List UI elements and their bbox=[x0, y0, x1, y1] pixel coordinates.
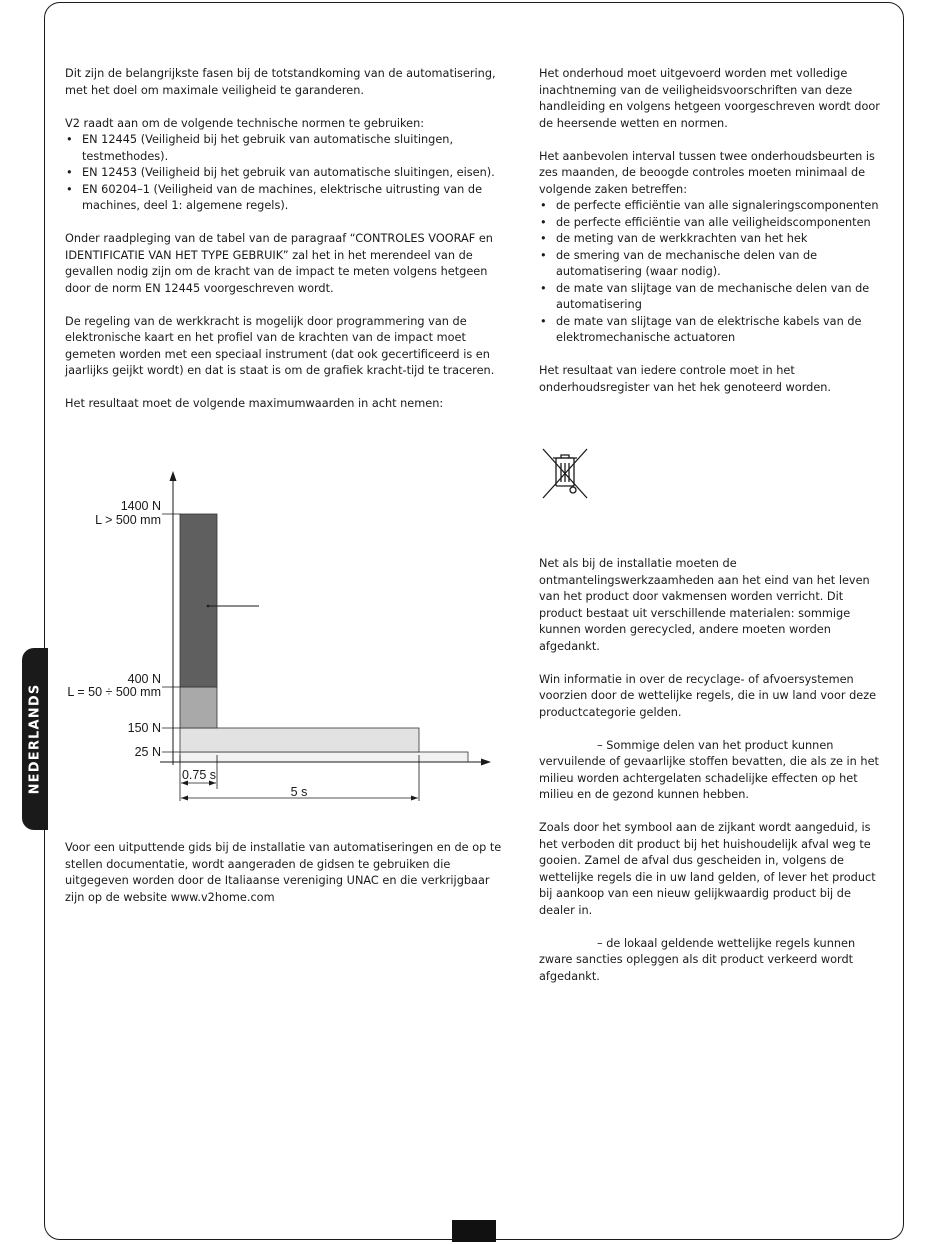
chart-regions bbox=[180, 514, 468, 762]
controles-paragraph: Onder raadpleging van de tabel van de paragraaf “CONTROLES VOORAF en IDENTIFICATIE VAN HET TYPE GEBRUIK” zal het in het merendeel van de gevallen nodig zijn om de kracht van de impact te meten volgens hetgeen door de norm EN 12445 voorgeschreven wordt. bbox=[65, 232, 493, 295]
interval-paragraph: Het aanbevolen interval tussen twee onderhoudsbeurten is zes maanden, de beoogde controles moeten minimaal de volgende zaken betreffen: bbox=[539, 149, 875, 196]
list-item: • EN 60204–1 (Veiligheid van de machines, elektrische uitrusting van de machines, deel 1: algemene regels). bbox=[65, 182, 505, 215]
norms-list bbox=[65, 132, 505, 215]
language-tab-label: NEDERLANDS bbox=[27, 683, 43, 795]
y-tick-label: 400 N bbox=[127, 672, 161, 686]
list-item: • de mate van slijtage van de elektrische kabels van de elektromechanische actuatoren bbox=[539, 314, 889, 347]
resultaat-paragraph: Het resultaat moet de volgende maximumwaarden in acht nemen: bbox=[65, 397, 444, 410]
ontmanteling-paragraph: Net als bij de installatie moeten de ontmantelingswerkzaamheden aan het eind van het leven van het product door vakmensen worden verricht. Dit product bestaat uit verschillende materialen: sommige kunnen worden gerecycled, andere moeten worden afgedankt. bbox=[539, 557, 870, 653]
region-baseline bbox=[180, 752, 468, 762]
left-column bbox=[65, 66, 505, 429]
list-item: • de meting van de werkkrachten van het hek bbox=[539, 231, 889, 248]
force-time-chart bbox=[60, 465, 510, 810]
region-150n bbox=[180, 728, 419, 752]
list-item: • EN 12453 (Veiligheid bij het gebruik van automatische sluitingen, eisen). bbox=[65, 165, 505, 182]
list-item: • de perfecte efficiëntie van alle signaleringscomponenten bbox=[539, 198, 889, 215]
region-1400n bbox=[180, 514, 217, 687]
callout-dot bbox=[207, 605, 210, 608]
regeling-paragraph: De regeling van de werkkracht is mogelijk door programmering van de elektronische kaart en het profiel van de krachten van de impact moet gemeten worden met een speciaal instrument (dat ook gecertificeerd is en jaarlijks geijkt wordt) en dat is staat is om de grafiek kracht-tijd te traceren. bbox=[65, 314, 495, 377]
page-number-block bbox=[452, 1220, 496, 1242]
list-item: • de perfecte efficiëntie van alle veiligheidscomponenten bbox=[539, 215, 889, 232]
informatie-paragraph: Win informatie in over de recyclage- of afvoersystemen voorzien door de wettelijke regels, die in uw land voor deze productcategorie gelden. bbox=[539, 672, 877, 719]
stoffen-paragraph: – Sommige delen van het product kunnen vervuilende of gevaarlijke stoffen bevatten, die als ze in het milieu worden achtergelaten schadelijke effecten op het milieu en de gezond kunnen hebben. bbox=[539, 738, 879, 801]
intro-paragraph: Dit zijn de belangrijkste fasen bij de totstandkoming van de automatisering, met het doel om maximale veiligheid te garanderen. bbox=[65, 67, 496, 97]
gids-paragraph: Voor een uitputtende gids bij de installatie van automatiseringen en de op te stellen documentatie, wordt aangeraden de gidsen te gebruiken die uitgegeven worden door de Italiaanse vereniging UNAC en die verkrijgbaar zijn op de website www.v2home.com bbox=[65, 841, 502, 904]
y-tick-label: 25 N bbox=[134, 745, 161, 759]
right-column bbox=[539, 66, 889, 413]
language-tab bbox=[22, 648, 48, 830]
sancties-paragraph: – de lokaal geldende wettelijke regels kunnen zware sancties opleggen als dit product verkeerd wordt afgedankt. bbox=[539, 936, 856, 983]
y-tick-label: 150 N bbox=[127, 721, 161, 735]
norms-intro: V2 raadt aan om de volgende technische normen te gebruiken: bbox=[65, 116, 425, 130]
x-tick-label: 5 s bbox=[290, 785, 308, 799]
y-tick-sublabel: L = 50 ÷ 500 mm bbox=[67, 685, 161, 699]
region-400n bbox=[180, 687, 217, 728]
list-item: • de mate van slijtage van de mechanische delen van de automatisering bbox=[539, 281, 889, 314]
y-tick-labels bbox=[67, 499, 180, 759]
y-tick-label: 1400 N bbox=[120, 499, 161, 513]
x-axis-arrow bbox=[481, 759, 491, 766]
right-column-lower bbox=[539, 556, 889, 1002]
dim-arrowhead bbox=[181, 796, 188, 801]
y-tick-sublabel: L > 500 mm bbox=[95, 513, 161, 527]
weee-bin-icon bbox=[539, 446, 591, 502]
list-item: • EN 12445 (Veiligheid bij het gebruik van automatische sluitingen, testmethodes). bbox=[65, 132, 505, 165]
list-item: • de smering van de mechanische delen van de automatisering (waar nodig). bbox=[539, 248, 889, 281]
symbool-paragraph: Zoals door het symbool aan de zijkant wordt aangeduid, is het verboden dit product bij het huishoudelijk afval weg te gooien. Zamel de afval dus gescheiden in, volgens de wettelijke regels die in uw land gelden, of lever het product bij aankoop van een nieuw gelijkwaardig product bij de dealer in. bbox=[539, 821, 876, 917]
register-paragraph: Het resultaat van iedere controle moet in het onderhoudsregister van het hek genoteerd worden. bbox=[539, 364, 832, 394]
checks-list bbox=[539, 198, 889, 347]
dim-arrowhead bbox=[411, 796, 418, 801]
y-axis-arrow bbox=[170, 471, 177, 481]
x-tick-label: 0.75 s bbox=[181, 768, 217, 782]
onderhoud-paragraph: Het onderhoud moet uitgevoerd worden met volledige inachtneming van de veiligheidsvoorschriften van deze handleiding en volgens hetgeen voorgeschreven wordt door de heersende wetten en normen. bbox=[539, 67, 880, 130]
